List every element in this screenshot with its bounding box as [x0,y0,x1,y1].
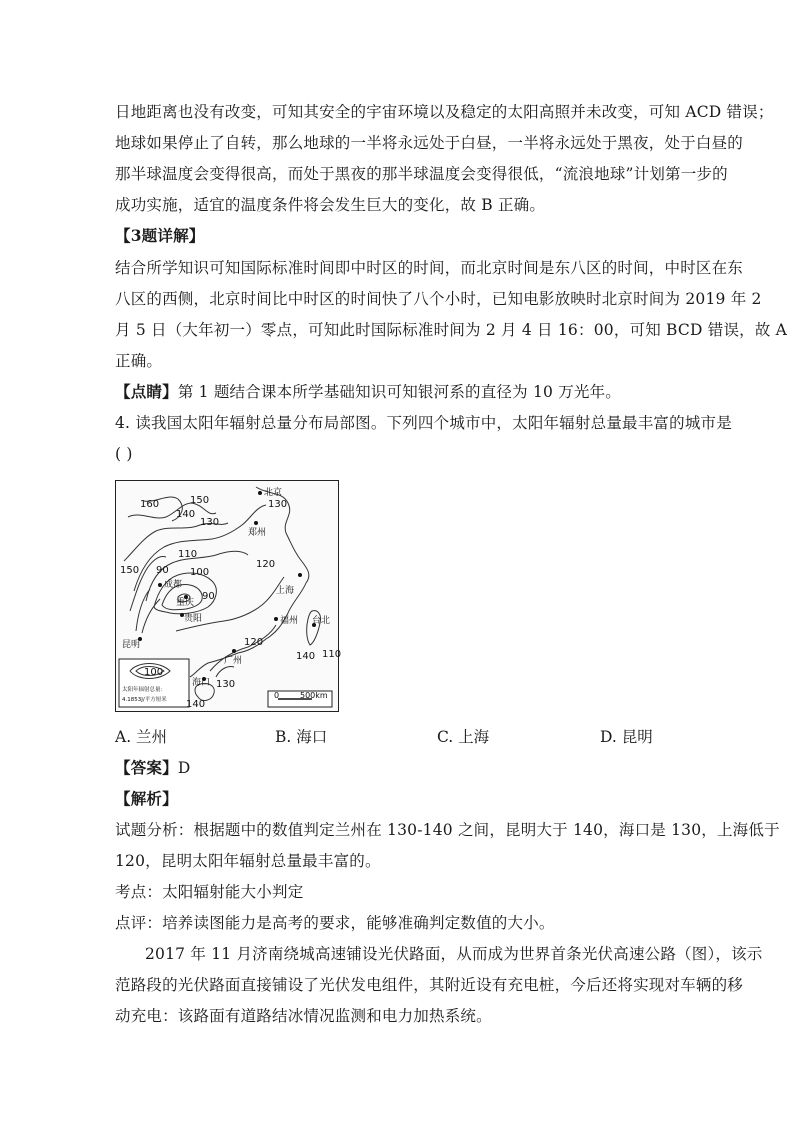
paragraph-line: 地球如果停止了自转，那么地球的一半将永远处于白昼，一半将永远处于黑夜，处于白昼的 [115,134,744,152]
isoline-label: 140 [176,509,196,520]
solar-radiation-map [115,480,342,712]
answer-paren: ( ) [115,445,133,463]
isoline-label: 140 [186,699,206,710]
option-a: A. 兰州 [115,728,168,746]
dianjing-text: 第 1 题结合课本所学基础知识可知银河系的直径为 10 万光年。 [177,383,622,401]
paragraph-line: 日地距离也没有改变，可知其安全的宇宙环境以及稳定的太阳高照并未改变，可知 ACD 错误； [115,103,774,121]
isoline-label: 150 [120,565,140,576]
answer-line [115,758,690,778]
isoline-label: 150 [190,495,210,506]
paragraph-line: 2017 年 11 月济南绕城高速铺设光伏路面，从而成为世界首条光伏高速公路（图），该示 [145,945,763,963]
answer-value: D [177,759,191,777]
isoline-label: 160 [140,499,160,510]
dianjing-line [115,382,690,402]
isoline-label: 130 [216,679,236,690]
city-label-taibei: 台北 [312,616,331,626]
city-label-guangzhou: 广州 [224,656,243,666]
isoline-label: 140 [296,651,316,662]
isoline-label: 130 [268,499,288,510]
q3-line: 八区的西侧，北京时间比中时区的时间快了八个小时，已知电影放映时北京时间为 2019 年 2 [115,290,762,308]
option-d: D. 昆明 [600,728,653,746]
analysis-heading: 【解析】 [115,789,178,808]
city-label-fuzhou: 福州 [280,616,299,626]
paragraph-line: 成功实施，适宜的温度条件将会发生巨大的变化，故 B 正确。 [115,196,546,214]
legend-line: 4.1853J/平方厘米 [122,697,167,703]
city-label-beijing: 北京 [264,488,283,498]
legend-line: 太阳年辐射总量： [122,687,167,693]
city-label-haikou: 海口 [192,678,211,688]
analysis-line: 试题分析：根据题中的数值判定兰州在 130-140 之间，昆明大于 140，海口是 130，上海低于 [115,821,780,839]
q3-line: 结合所学知识可知国际标准时间即中时区的时间，而北京时间是东八区的时间，中时区在东 [115,259,744,277]
dianjing-label: 【点睛】 [115,382,178,401]
q3-line: 月 5 日（大年初一）零点，可知此时国际标准时间为 2 月 4 日 16：00，可知 BCD 错误，故 A [115,321,788,339]
option-b: B. 海口 [275,728,328,746]
paragraph-line: 范路段的光伏路面直接铺设了光伏发电组件，其附近设有充电桩，今后还将实现对车辆的移 [115,976,744,994]
isoline-label: 110 [322,649,342,660]
isoline-label: 100 [144,667,164,678]
paragraph-line: 那半球温度会变得很高，而处于黑夜的那半球温度会变得很低，“流浪地球”计划第一步的 [115,165,728,183]
isoline-label: 90 [156,565,169,576]
analysis-line: 120，昆明太阳年辐射总量最丰富的。 [115,852,381,870]
isoline-label: 110 [178,549,198,560]
scale-distance: 500km [300,691,328,700]
isoline-label: 120 [256,559,276,570]
q3-line: 正确。 [115,352,163,370]
isoline-label: 90 [202,591,215,602]
city-label-guiyang: 贵阳 [184,614,203,624]
city-label-kunming: 昆明 [122,640,141,650]
city-label-shanghai: 上海 [276,586,295,596]
scale-zero: 0 [274,691,280,700]
answer-label: 【答案】 [115,758,178,777]
q3-heading: 【3题详解】 [115,226,205,245]
city-label-zhengzhou: 郑州 [248,528,267,538]
option-c: C. 上海 [437,728,490,746]
isoline-label: 100 [190,567,210,578]
kaodian-line: 考点：太阳辐射能大小判定 [115,883,304,901]
isoline-label: 130 [200,517,220,528]
paragraph-line: 动充电：该路面有道路结冰情况监测和电力加热系统。 [115,1007,492,1025]
isoline-label: 120 [244,637,264,648]
question-stem: 4. 读我国太阳年辐射总量分布局部图。下列四个城市中，太阳年辐射总量最丰富的城市是 [115,414,732,432]
city-label-chongqing: 重庆 [176,598,195,608]
city-label-chengdu: 成都 [164,580,183,590]
dianping-line: 点评：培养读图能力是高考的要求，能够准确判定数值的大小。 [115,914,555,932]
